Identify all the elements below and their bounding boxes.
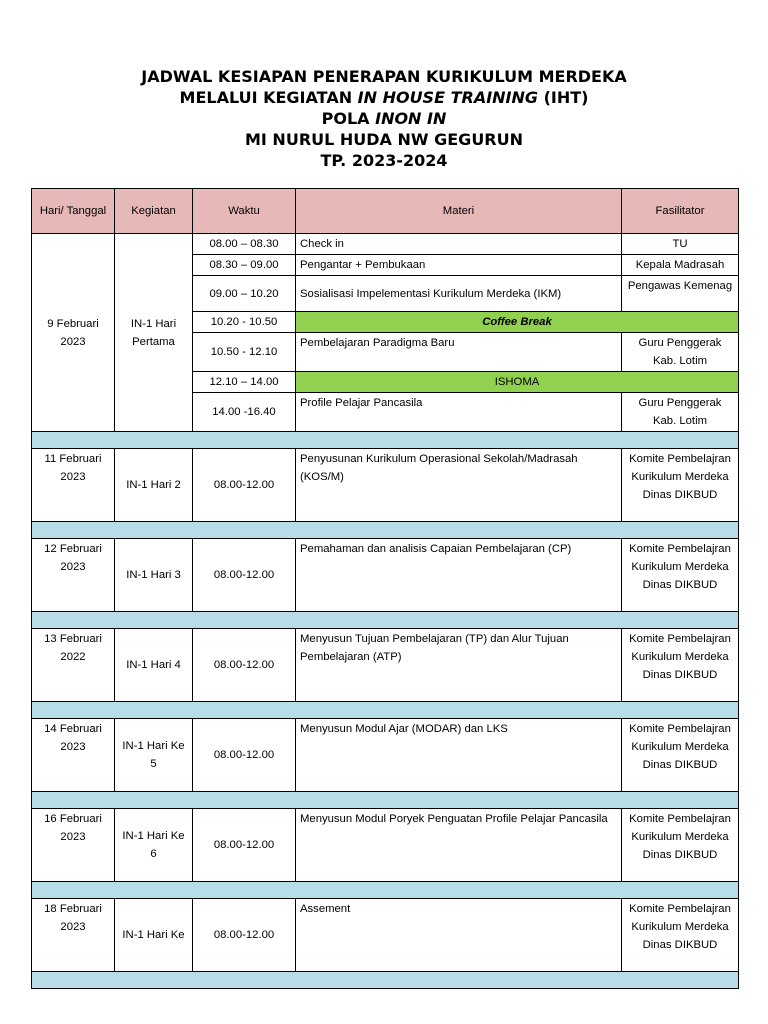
activity-cell: IN-1 Hari Ke 6 <box>115 809 193 882</box>
time-cell: 08.00-12.00 <box>193 899 296 972</box>
header-time: Waktu <box>193 189 296 234</box>
table-row <box>32 899 739 972</box>
separator-row <box>32 972 739 989</box>
facilitator-cell: Guru Penggerak Kab. Lotim <box>622 333 739 372</box>
facilitator-cell: Komite Pembelajran Kurikulum Merdeka Dinas DIKBUD <box>622 809 739 882</box>
time-cell: 08.00 – 08.30 <box>193 234 296 255</box>
table-row <box>32 719 739 792</box>
facilitator-cell: Komite Pembelajran Kurikulum Merdeka Dinas DIKBUD <box>622 899 739 972</box>
time-cell: 08.30 – 09.00 <box>193 255 296 276</box>
time-cell: 12.10 – 14.00 <box>193 372 296 393</box>
time-cell: 10.50 - 12.10 <box>193 333 296 372</box>
date-cell: 9 Februari 2023 <box>32 234 115 432</box>
material-cell: Profile Pelajar Pancasila <box>296 393 622 432</box>
facilitator-cell: Pengawas Kemenag <box>622 276 739 312</box>
activity-cell: IN-1 Hari 3 <box>115 539 193 612</box>
header-facilitator: Fasilitator <box>622 189 739 234</box>
schedule-table <box>31 188 739 989</box>
activity-cell: IN-1 Hari Pertama <box>115 234 193 432</box>
material-cell: Pembelajaran Paradigma Baru <box>296 333 622 372</box>
material-cell: Menyusun Modul Poryek Penguatan Profile Pelajar Pancasila <box>296 809 622 882</box>
separator-row <box>32 522 739 539</box>
activity-cell: IN-1 Hari 2 <box>115 449 193 522</box>
material-cell: Pengantar + Pembukaan <box>296 255 622 276</box>
header-row <box>32 189 739 234</box>
table-row <box>32 809 739 882</box>
material-cell: Pemahaman dan analisis Capaian Pembelajaran (CP) <box>296 539 622 612</box>
date-cell: 16 Februari 2023 <box>32 809 115 882</box>
facilitator-cell: Guru Penggerak Kab. Lotim <box>622 393 739 432</box>
facilitator-cell: Komite Pembelajran Kurikulum Merdeka Dinas DIKBUD <box>622 629 739 702</box>
document-title <box>0 66 768 171</box>
time-cell: 08.00-12.00 <box>193 719 296 792</box>
time-cell: 10.20 - 10.50 <box>193 312 296 333</box>
separator-row <box>32 612 739 629</box>
header-date: Hari/ Tanggal <box>32 189 115 234</box>
facilitator-cell: Komite Pembelajran Kurikulum Merdeka Dinas DIKBUD <box>622 719 739 792</box>
table-row <box>32 234 739 255</box>
date-cell: 11 Februari 2023 <box>32 449 115 522</box>
material-cell: Check in <box>296 234 622 255</box>
coffee-break-cell: Coffee Break <box>296 312 739 333</box>
facilitator-cell: Kepala Madrasah <box>622 255 739 276</box>
title-line-2: MELALUI KEGIATAN IN HOUSE TRAINING (IHT) <box>179 88 589 107</box>
title-line-1: JADWAL KESIAPAN PENERAPAN KURIKULUM MERDEKA <box>141 67 627 86</box>
title-line-5: TP. 2023-2024 <box>320 151 448 170</box>
facilitator-cell: Komite Pembelajran Kurikulum Merdeka Dinas DIKBUD <box>622 449 739 522</box>
separator-row <box>32 432 739 449</box>
time-cell: 08.00-12.00 <box>193 629 296 702</box>
time-cell: 08.00-12.00 <box>193 449 296 522</box>
separator-row <box>32 882 739 899</box>
activity-cell: IN-1 Hari 4 <box>115 629 193 702</box>
table-row <box>32 629 739 702</box>
date-cell: 13 Februari 2022 <box>32 629 115 702</box>
title-line-3: POLA INON IN <box>321 109 447 128</box>
time-cell: 09.00 – 10.20 <box>193 276 296 312</box>
date-cell: 14 Februari 2023 <box>32 719 115 792</box>
material-cell: Menyusun Modul Ajar (MODAR) dan LKS <box>296 719 622 792</box>
material-cell: Penyusunan Kurikulum Operasional Sekolah/Madrasah (KOS/M) <box>296 449 622 522</box>
header-activity: Kegiatan <box>115 189 193 234</box>
material-cell: Sosialisasi Impelementasi Kurikulum Merdeka (IKM) <box>296 276 622 312</box>
date-cell: 12 Februari 2023 <box>32 539 115 612</box>
time-cell: 08.00-12.00 <box>193 809 296 882</box>
header-material: Materi <box>296 189 622 234</box>
title-line-4: MI NURUL HUDA NW GEGURUN <box>244 130 524 149</box>
time-cell: 14.00 -16.40 <box>193 393 296 432</box>
ishoma-cell: ISHOMA <box>296 372 739 393</box>
activity-cell: IN-1 Hari Ke 5 <box>115 719 193 792</box>
facilitator-cell: Komite Pembelajran Kurikulum Merdeka Dinas DIKBUD <box>622 539 739 612</box>
material-cell: Assement <box>296 899 622 972</box>
material-cell: Menyusun Tujuan Pembelajaran (TP) dan Alur Tujuan Pembelajaran (ATP) <box>296 629 622 702</box>
time-cell: 08.00-12.00 <box>193 539 296 612</box>
activity-cell: IN-1 Hari Ke <box>115 899 193 972</box>
separator-row <box>32 702 739 719</box>
date-cell: 18 Februari 2023 <box>32 899 115 972</box>
table-row <box>32 449 739 522</box>
table-row <box>32 539 739 612</box>
separator-row <box>32 792 739 809</box>
facilitator-cell: TU <box>622 234 739 255</box>
